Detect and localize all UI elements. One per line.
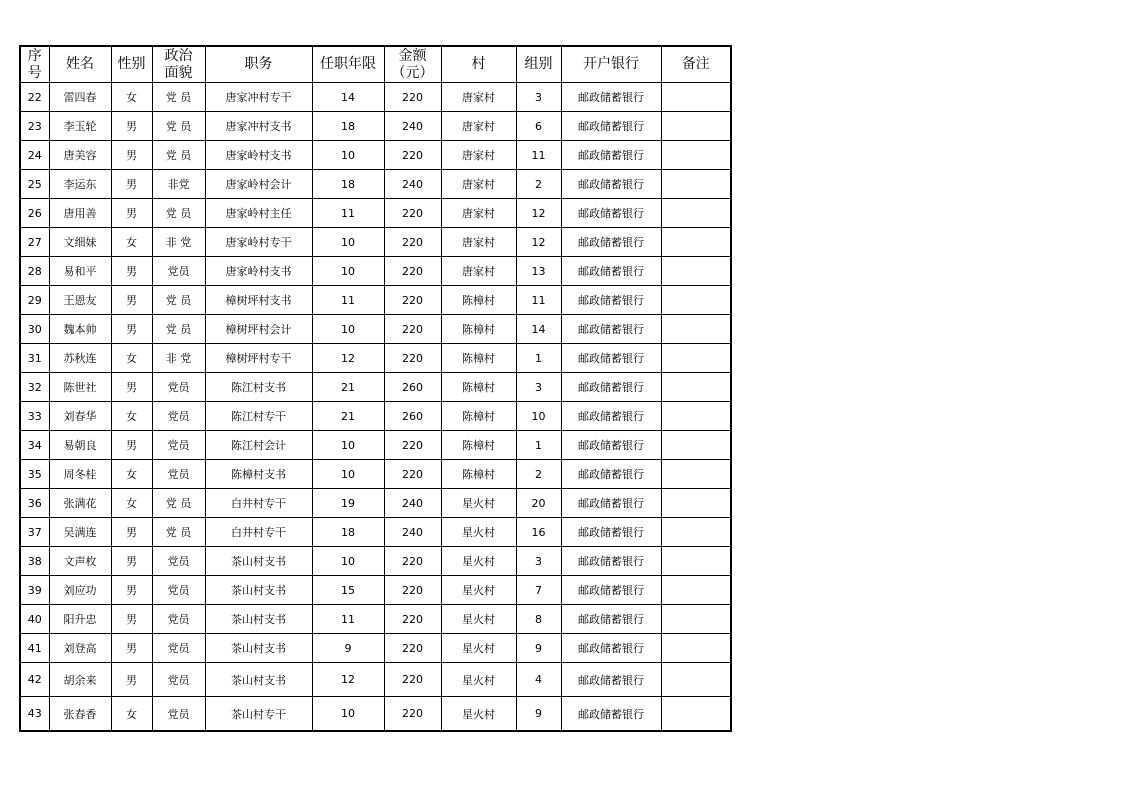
cell-bank: 邮政储蓄银行: [561, 547, 661, 576]
cell-political: 党 员: [152, 489, 205, 518]
cell-village: 陈樟村: [441, 402, 516, 431]
cell-political: 党员: [152, 373, 205, 402]
cell-village: 陈樟村: [441, 373, 516, 402]
cell-bank: 邮政储蓄银行: [561, 286, 661, 315]
cell-amount: 240: [384, 518, 441, 547]
table-row: [20, 605, 731, 634]
cell-years: 11: [312, 605, 384, 634]
cell-bank: 邮政储蓄银行: [561, 315, 661, 344]
table-body: [20, 83, 731, 732]
cell-note: [661, 460, 731, 489]
cell-political: 党员: [152, 402, 205, 431]
cell-amount: 220: [384, 228, 441, 257]
cell-village: 唐家村: [441, 257, 516, 286]
header-bank: 开户银行: [561, 46, 661, 83]
cell-note: [661, 315, 731, 344]
cell-position: 白井村专干: [205, 489, 312, 518]
cell-group: 8: [516, 605, 561, 634]
header-seq: [20, 46, 49, 83]
cell-gender: 男: [111, 170, 152, 199]
cell-amount: 240: [384, 112, 441, 141]
header-gender: 性别: [111, 46, 152, 83]
cell-amount: 220: [384, 344, 441, 373]
header-seq-line1: 序: [27, 47, 42, 64]
header-political-line2: 面貌: [164, 64, 193, 81]
header-amount-line1: 金额: [398, 47, 427, 64]
cell-amount: 220: [384, 315, 441, 344]
cell-note: [661, 402, 731, 431]
cell-name: 魏本帅: [49, 315, 111, 344]
cell-name: 刘春华: [49, 402, 111, 431]
table-row: [20, 402, 731, 431]
cell-name: 胡余来: [49, 663, 111, 697]
cell-village: 星火村: [441, 518, 516, 547]
cell-position: 白井村专干: [205, 518, 312, 547]
cell-amount: 220: [384, 431, 441, 460]
table-row: [20, 518, 731, 547]
cell-note: [661, 141, 731, 170]
cell-group: 20: [516, 489, 561, 518]
cell-note: [661, 518, 731, 547]
cell-political: 党 员: [152, 83, 205, 112]
cell-gender: 女: [111, 83, 152, 112]
cell-years: 10: [312, 547, 384, 576]
table-row: [20, 460, 731, 489]
cell-group: 3: [516, 83, 561, 112]
cell-gender: 男: [111, 518, 152, 547]
cell-position: 樟树坪村支书: [205, 286, 312, 315]
cell-note: [661, 489, 731, 518]
cell-amount: 220: [384, 83, 441, 112]
cell-seq: 23: [20, 112, 49, 141]
cell-group: 9: [516, 697, 561, 732]
cell-years: 21: [312, 373, 384, 402]
cell-gender: 男: [111, 663, 152, 697]
cell-note: [661, 547, 731, 576]
cell-name: 吴满连: [49, 518, 111, 547]
header-amount: [384, 46, 441, 83]
header-village: 村: [441, 46, 516, 83]
table-row: [20, 228, 731, 257]
header-amount-line2: （元）: [391, 64, 434, 81]
table-row: [20, 83, 731, 112]
cell-political: 党 员: [152, 286, 205, 315]
cell-political: 党 员: [152, 141, 205, 170]
cell-note: [661, 170, 731, 199]
cell-gender: 男: [111, 634, 152, 663]
cell-political: 党员: [152, 257, 205, 286]
table-row: [20, 344, 731, 373]
cell-group: 14: [516, 315, 561, 344]
cell-amount: 220: [384, 605, 441, 634]
cell-political: 党员: [152, 605, 205, 634]
cell-gender: 男: [111, 141, 152, 170]
cell-group: 4: [516, 663, 561, 697]
cell-gender: 男: [111, 547, 152, 576]
cell-group: 3: [516, 547, 561, 576]
cell-gender: 男: [111, 605, 152, 634]
cell-name: 雷四春: [49, 83, 111, 112]
cell-seq: 37: [20, 518, 49, 547]
cell-village: 星火村: [441, 547, 516, 576]
cell-years: 10: [312, 257, 384, 286]
cell-name: 唐美容: [49, 141, 111, 170]
cell-amount: 220: [384, 697, 441, 732]
cell-note: [661, 605, 731, 634]
cell-bank: 邮政储蓄银行: [561, 257, 661, 286]
cell-gender: 男: [111, 373, 152, 402]
table-row: [20, 315, 731, 344]
cell-political: 党员: [152, 547, 205, 576]
cell-seq: 36: [20, 489, 49, 518]
cell-gender: 女: [111, 344, 152, 373]
cell-bank: 邮政储蓄银行: [561, 141, 661, 170]
header-years: 任职年限: [312, 46, 384, 83]
cell-group: 13: [516, 257, 561, 286]
cell-seq: 39: [20, 576, 49, 605]
cell-position: 唐家岭村专干: [205, 228, 312, 257]
cell-bank: 邮政储蓄银行: [561, 83, 661, 112]
cell-village: 唐家村: [441, 83, 516, 112]
cell-name: 陈世社: [49, 373, 111, 402]
cell-amount: 220: [384, 547, 441, 576]
cell-years: 10: [312, 228, 384, 257]
cell-position: 樟树坪村会计: [205, 315, 312, 344]
cell-seq: 41: [20, 634, 49, 663]
table-row: [20, 257, 731, 286]
cell-political: 党员: [152, 576, 205, 605]
cell-position: 樟树坪村专干: [205, 344, 312, 373]
cell-years: 12: [312, 344, 384, 373]
cell-village: 陈樟村: [441, 431, 516, 460]
cell-gender: 女: [111, 228, 152, 257]
cell-position: 茶山村支书: [205, 663, 312, 697]
cell-bank: 邮政储蓄银行: [561, 460, 661, 489]
cell-political: 党员: [152, 697, 205, 732]
header-seq-line2: 号: [27, 64, 42, 81]
cell-years: 18: [312, 170, 384, 199]
table-row: [20, 431, 731, 460]
table-row: [20, 634, 731, 663]
cell-political: 非党: [152, 170, 205, 199]
cell-village: 星火村: [441, 697, 516, 732]
cell-position: 陈江村支书: [205, 373, 312, 402]
cell-village: 陈樟村: [441, 344, 516, 373]
cell-bank: 邮政储蓄银行: [561, 518, 661, 547]
cell-name: 易朝良: [49, 431, 111, 460]
cell-position: 茶山村支书: [205, 634, 312, 663]
cell-gender: 男: [111, 431, 152, 460]
cell-village: 唐家村: [441, 141, 516, 170]
cell-seq: 29: [20, 286, 49, 315]
cell-years: 11: [312, 199, 384, 228]
cell-bank: 邮政储蓄银行: [561, 489, 661, 518]
cell-group: 1: [516, 431, 561, 460]
cell-bank: 邮政储蓄银行: [561, 344, 661, 373]
cell-years: 15: [312, 576, 384, 605]
cell-years: 10: [312, 697, 384, 732]
cell-amount: 220: [384, 576, 441, 605]
cell-note: [661, 228, 731, 257]
cell-note: [661, 344, 731, 373]
cell-name: 张满花: [49, 489, 111, 518]
cell-note: [661, 199, 731, 228]
cell-bank: 邮政储蓄银行: [561, 373, 661, 402]
table-row: [20, 547, 731, 576]
cell-seq: 40: [20, 605, 49, 634]
header-note: 备注: [661, 46, 731, 83]
cell-name: 阳升忠: [49, 605, 111, 634]
header-political: [152, 46, 205, 83]
cell-political: 党员: [152, 663, 205, 697]
cell-name: 张春香: [49, 697, 111, 732]
cell-bank: 邮政储蓄银行: [561, 199, 661, 228]
cell-position: 陈樟村支书: [205, 460, 312, 489]
cell-seq: 35: [20, 460, 49, 489]
cell-gender: 男: [111, 286, 152, 315]
cell-note: [661, 286, 731, 315]
cell-village: 陈樟村: [441, 315, 516, 344]
cell-seq: 38: [20, 547, 49, 576]
cell-political: 党员: [152, 634, 205, 663]
table-row: [20, 697, 731, 732]
cell-years: 10: [312, 315, 384, 344]
cell-seq: 25: [20, 170, 49, 199]
cell-village: 星火村: [441, 634, 516, 663]
cell-seq: 34: [20, 431, 49, 460]
header-group: 组别: [516, 46, 561, 83]
cell-note: [661, 697, 731, 732]
cell-group: 11: [516, 141, 561, 170]
cell-group: 1: [516, 344, 561, 373]
cell-amount: 220: [384, 460, 441, 489]
cell-village: 唐家村: [441, 199, 516, 228]
cell-seq: 28: [20, 257, 49, 286]
cell-amount: 240: [384, 170, 441, 199]
cell-village: 陈樟村: [441, 286, 516, 315]
cell-bank: 邮政储蓄银行: [561, 170, 661, 199]
cell-note: [661, 83, 731, 112]
cell-group: 2: [516, 460, 561, 489]
table-row: [20, 112, 731, 141]
cell-group: 2: [516, 170, 561, 199]
cell-political: 党 员: [152, 315, 205, 344]
cell-note: [661, 257, 731, 286]
table-row: [20, 199, 731, 228]
cell-gender: 女: [111, 402, 152, 431]
cell-note: [661, 634, 731, 663]
cell-position: 唐家冲村支书: [205, 112, 312, 141]
header-position: 职务: [205, 46, 312, 83]
cell-gender: 女: [111, 697, 152, 732]
table-row: [20, 576, 731, 605]
cell-village: 唐家村: [441, 228, 516, 257]
cell-position: 唐家冲村专干: [205, 83, 312, 112]
cell-note: [661, 576, 731, 605]
cell-bank: 邮政储蓄银行: [561, 663, 661, 697]
cell-political: 党 员: [152, 112, 205, 141]
cell-political: 非 党: [152, 228, 205, 257]
cell-group: 3: [516, 373, 561, 402]
cell-years: 21: [312, 402, 384, 431]
cell-years: 10: [312, 141, 384, 170]
cell-seq: 30: [20, 315, 49, 344]
cell-position: 陈江村会计: [205, 431, 312, 460]
cell-position: 唐家岭村支书: [205, 257, 312, 286]
cell-group: 10: [516, 402, 561, 431]
cell-name: 王恩友: [49, 286, 111, 315]
cell-name: 文细妹: [49, 228, 111, 257]
cell-name: 李玉轮: [49, 112, 111, 141]
cell-amount: 220: [384, 141, 441, 170]
cell-seq: 27: [20, 228, 49, 257]
cell-gender: 男: [111, 315, 152, 344]
cell-group: 11: [516, 286, 561, 315]
cell-political: 党 员: [152, 199, 205, 228]
cell-amount: 220: [384, 257, 441, 286]
cell-amount: 220: [384, 634, 441, 663]
cell-village: 星火村: [441, 576, 516, 605]
cell-gender: 女: [111, 489, 152, 518]
cell-note: [661, 663, 731, 697]
cell-position: 茶山村专干: [205, 697, 312, 732]
table-row: [20, 489, 731, 518]
cell-amount: 260: [384, 402, 441, 431]
roster-table: [19, 45, 732, 732]
cell-political: 党 员: [152, 518, 205, 547]
table-row: [20, 170, 731, 199]
cell-name: 易和平: [49, 257, 111, 286]
table-row: [20, 663, 731, 697]
cell-position: 唐家岭村主任: [205, 199, 312, 228]
cell-bank: 邮政储蓄银行: [561, 431, 661, 460]
cell-position: 茶山村支书: [205, 605, 312, 634]
cell-bank: 邮政储蓄银行: [561, 605, 661, 634]
cell-position: 茶山村支书: [205, 547, 312, 576]
cell-group: 6: [516, 112, 561, 141]
cell-political: 党员: [152, 460, 205, 489]
cell-years: 11: [312, 286, 384, 315]
cell-name: 文声枚: [49, 547, 111, 576]
cell-amount: 220: [384, 663, 441, 697]
cell-years: 10: [312, 431, 384, 460]
cell-gender: 女: [111, 460, 152, 489]
cell-years: 19: [312, 489, 384, 518]
cell-amount: 260: [384, 373, 441, 402]
cell-gender: 男: [111, 199, 152, 228]
cell-position: 唐家岭村支书: [205, 141, 312, 170]
cell-village: 星火村: [441, 663, 516, 697]
header-row: [20, 46, 731, 83]
cell-group: 9: [516, 634, 561, 663]
cell-political: 党员: [152, 431, 205, 460]
cell-years: 14: [312, 83, 384, 112]
cell-name: 周冬桂: [49, 460, 111, 489]
cell-seq: 26: [20, 199, 49, 228]
cell-years: 18: [312, 518, 384, 547]
table-row: [20, 141, 731, 170]
cell-seq: 22: [20, 83, 49, 112]
table-row: [20, 286, 731, 315]
cell-village: 星火村: [441, 605, 516, 634]
cell-bank: 邮政储蓄银行: [561, 697, 661, 732]
cell-seq: 43: [20, 697, 49, 732]
cell-years: 9: [312, 634, 384, 663]
cell-group: 12: [516, 199, 561, 228]
cell-bank: 邮政储蓄银行: [561, 228, 661, 257]
cell-amount: 220: [384, 199, 441, 228]
cell-seq: 31: [20, 344, 49, 373]
cell-political: 非 党: [152, 344, 205, 373]
cell-name: 刘登高: [49, 634, 111, 663]
cell-name: 苏秋连: [49, 344, 111, 373]
cell-bank: 邮政储蓄银行: [561, 634, 661, 663]
cell-group: 7: [516, 576, 561, 605]
cell-bank: 邮政储蓄银行: [561, 402, 661, 431]
cell-years: 10: [312, 460, 384, 489]
cell-seq: 33: [20, 402, 49, 431]
cell-village: 星火村: [441, 489, 516, 518]
cell-amount: 240: [384, 489, 441, 518]
cell-village: 唐家村: [441, 170, 516, 199]
header-political-line1: 政治: [164, 47, 193, 64]
cell-note: [661, 112, 731, 141]
cell-gender: 男: [111, 257, 152, 286]
cell-group: 12: [516, 228, 561, 257]
cell-position: 陈江村专干: [205, 402, 312, 431]
cell-name: 李运东: [49, 170, 111, 199]
header-name: 姓名: [49, 46, 111, 83]
cell-years: 12: [312, 663, 384, 697]
cell-bank: 邮政储蓄银行: [561, 576, 661, 605]
cell-name: 唐用善: [49, 199, 111, 228]
table-row: [20, 373, 731, 402]
cell-village: 陈樟村: [441, 460, 516, 489]
cell-gender: 男: [111, 576, 152, 605]
cell-seq: 42: [20, 663, 49, 697]
cell-village: 唐家村: [441, 112, 516, 141]
cell-position: 茶山村支书: [205, 576, 312, 605]
cell-group: 16: [516, 518, 561, 547]
cell-seq: 32: [20, 373, 49, 402]
cell-gender: 男: [111, 112, 152, 141]
cell-years: 18: [312, 112, 384, 141]
cell-name: 刘应功: [49, 576, 111, 605]
cell-position: 唐家岭村会计: [205, 170, 312, 199]
cell-amount: 220: [384, 286, 441, 315]
cell-bank: 邮政储蓄银行: [561, 112, 661, 141]
cell-note: [661, 431, 731, 460]
cell-seq: 24: [20, 141, 49, 170]
cell-note: [661, 373, 731, 402]
